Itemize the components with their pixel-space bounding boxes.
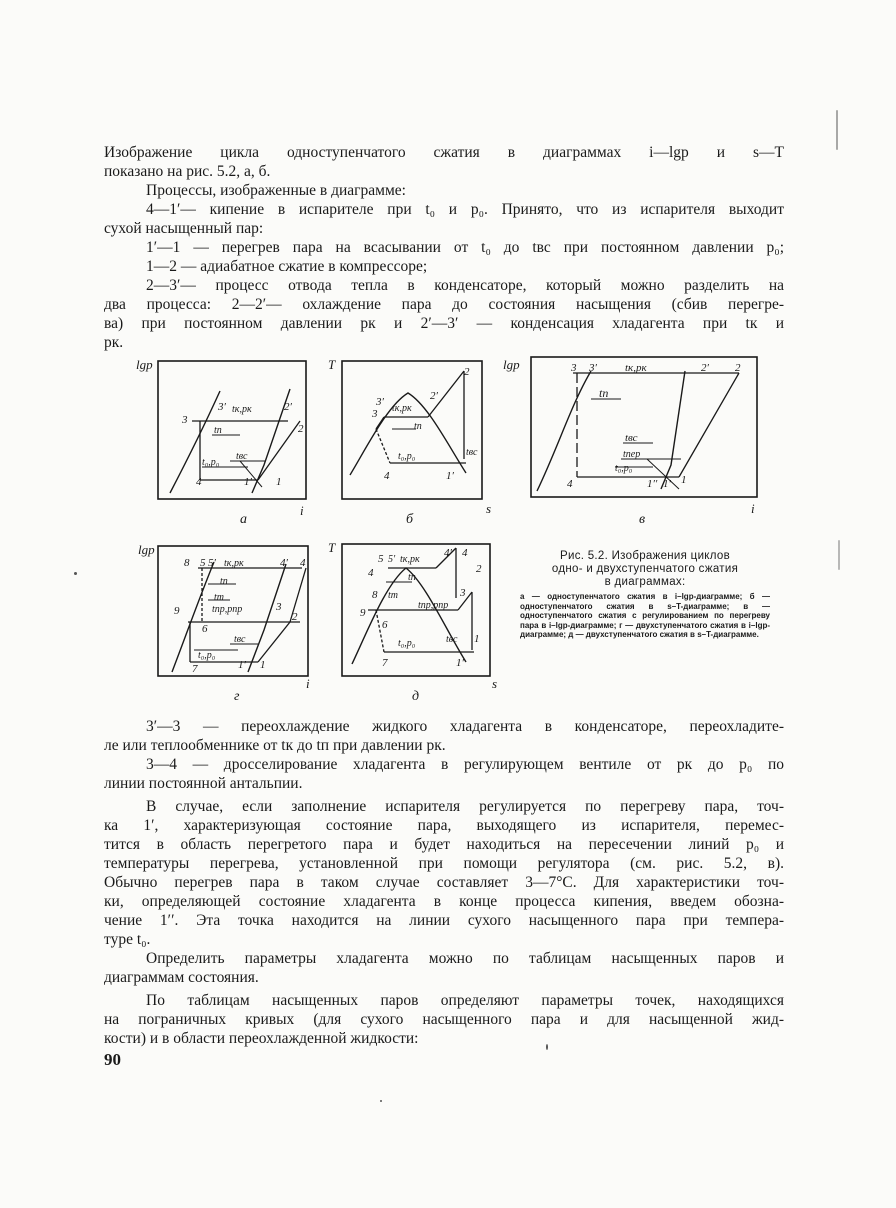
svg-text:2: 2: [292, 611, 298, 623]
paragraph-line: Изображение цикла одноступенчатого сжатия в диаграммах i—lgp и s—T: [104, 144, 784, 161]
axis-label-x: i: [306, 676, 310, 691]
svg-text:tвс: tвс: [234, 634, 246, 645]
svg-text:2: 2: [735, 362, 741, 374]
scan-artifact: [380, 1100, 382, 1102]
svg-text:1′′: 1′′: [647, 478, 658, 490]
panel-label: в: [639, 512, 646, 527]
svg-text:tпер: tпер: [623, 449, 641, 460]
paragraph-line: 1—2 — адиабатное сжатие в компрессоре;: [146, 258, 428, 275]
svg-text:tпр,pпр: tпр,pпр: [212, 604, 243, 615]
paragraph-line: температуры перегрева, установленной при помощи регулятора (см. рис. 5.2, в).: [104, 855, 784, 872]
svg-text:1′: 1′: [456, 657, 464, 669]
svg-text:7: 7: [382, 657, 388, 669]
panel-label: г: [234, 689, 240, 704]
svg-text:4′: 4′: [444, 547, 452, 559]
svg-text:tвс: tвс: [236, 451, 248, 462]
diagram-e: [328, 540, 503, 710]
svg-text:tк,pк: tк,pк: [400, 554, 420, 565]
paragraph-line: ки, определяющей состояние хладагента в конце процесса кипения, введем обозна-: [104, 893, 784, 910]
svg-text:2: 2: [298, 423, 304, 435]
svg-text:tк,pк: tк,pк: [232, 404, 252, 415]
svg-text:2′: 2′: [701, 362, 709, 374]
svg-text:4: 4: [300, 557, 306, 569]
panel-label: а: [240, 512, 247, 527]
svg-text:tк,pк: tк,pк: [392, 403, 412, 414]
paragraph-line: кости) и в области переохлажденной жидкости:: [104, 1030, 419, 1047]
diagram-b: [328, 355, 498, 545]
svg-text:3: 3: [460, 587, 466, 599]
svg-text:1: 1: [681, 474, 687, 486]
svg-text:8: 8: [184, 557, 190, 569]
paragraph-line: Обычно перегрев пара в таком случае составляет 3—7°С. Для характеристики точ-: [104, 874, 784, 891]
paragraph-line: 2—3′— процесс отвода тепла в конденсаторе, который можно разделить на: [146, 277, 784, 294]
svg-text:1: 1: [276, 476, 282, 488]
svg-text:2: 2: [476, 563, 482, 575]
paragraph-line: 3—4 — дросселирование хладагента в регулирующем вентиле от pк до p₀ по: [146, 756, 784, 773]
svg-text:4: 4: [368, 567, 374, 579]
paragraph-line: чение 1′′. Эта точка находится на линии сухого насыщенного пара при темпера-: [104, 912, 784, 929]
panel-label: б: [406, 512, 414, 527]
paragraph-line: 3′—3 — переохлаждение жидкого хладагента в конденсаторе, переохладите-: [146, 718, 784, 735]
axis-label-y: lgp: [138, 542, 155, 557]
svg-text:9: 9: [360, 607, 366, 619]
svg-text:t₀,p₀: t₀,p₀: [398, 638, 416, 649]
svg-text:8: 8: [372, 589, 378, 601]
paragraph-line: сухой насыщенный пар:: [104, 220, 264, 237]
svg-text:1′: 1′: [663, 478, 671, 490]
svg-text:9: 9: [174, 605, 180, 617]
svg-text:2: 2: [464, 366, 470, 378]
svg-text:tвс: tвс: [466, 447, 478, 458]
paragraph-line: ле или теплообменнике от tк до tп при давлении pк.: [104, 737, 446, 754]
svg-text:4: 4: [384, 470, 390, 482]
diagram-c: [503, 355, 773, 545]
paragraph-line: Определить параметры хладагента можно по таблицам насыщенных паров и: [146, 950, 784, 967]
paragraph-line: Процессы, изображенные в диаграмме:: [146, 182, 406, 199]
paragraph-line: туре t₀.: [104, 931, 151, 948]
svg-text:6: 6: [382, 619, 388, 631]
page-number: 90: [104, 1050, 121, 1069]
paragraph-line: 1′—1 — перегрев пара на всасывании от t₀ до tвс при постоянном давлении p₀;: [146, 239, 784, 256]
svg-text:tк,pк: tк,pк: [625, 362, 647, 374]
svg-text:4: 4: [567, 478, 573, 490]
svg-text:1′: 1′: [446, 470, 454, 482]
paragraph-line: на пограничных кривых (для сухого насыщенного пара и для насыщенной жид-: [104, 1011, 784, 1028]
paragraph-line: 4—1′— кипение в испарителе при t₀ и p₀. Принято, что из испарителя выходит: [146, 201, 784, 218]
svg-text:tт: tт: [388, 590, 398, 601]
figure-caption: [520, 550, 770, 640]
paragraph-line: показано на рис. 5.2, а, б.: [104, 163, 271, 180]
svg-text:3′: 3′: [589, 362, 597, 374]
svg-text:5: 5: [200, 557, 206, 569]
scan-artifact: [836, 110, 838, 150]
svg-text:1′: 1′: [238, 659, 246, 671]
svg-text:tп: tп: [599, 386, 609, 400]
svg-text:3: 3: [276, 601, 282, 613]
axis-label-x: s: [486, 501, 492, 516]
axis-label-y: lgp: [503, 357, 520, 372]
scan-artifact: [838, 540, 840, 570]
svg-text:tвс: tвс: [625, 432, 638, 444]
svg-text:tп: tп: [214, 425, 222, 436]
diagram-d: [140, 540, 320, 710]
svg-text:3′: 3′: [218, 401, 226, 413]
scan-artifact: [74, 572, 77, 575]
diagram-a: [136, 355, 320, 545]
svg-text:tп: tп: [414, 421, 422, 432]
svg-text:5′: 5′: [208, 557, 216, 569]
axis-label-x: i: [300, 503, 304, 518]
paragraph-line: линии постоянной антальпии.: [104, 775, 303, 792]
svg-text:2′: 2′: [284, 401, 292, 413]
svg-text:tп: tп: [220, 576, 228, 587]
paragraph-line: По таблицам насыщенных паров определяют параметры точек, находящихся: [146, 992, 784, 1009]
axis-label-y: T: [328, 540, 336, 555]
svg-text:4: 4: [462, 547, 468, 559]
svg-text:5: 5: [378, 553, 384, 565]
svg-text:1: 1: [474, 633, 480, 645]
svg-text:6: 6: [202, 623, 208, 635]
paragraph-line: два процесса: 2—2′— охлаждение пара до состояния насыщения (сбив перегре-: [104, 296, 784, 313]
caption-title-line: одно- и двухступенчатого сжатия: [551, 563, 739, 575]
panel-label: д: [412, 689, 420, 704]
paragraph-line: тится в область перегретого пара и будет находиться на пересечении линий p₀ и: [104, 836, 784, 853]
svg-text:3: 3: [182, 414, 188, 426]
axis-label-x: i: [751, 501, 755, 516]
svg-text:3′: 3′: [376, 396, 384, 408]
paragraph-line: В случае, если заполнение испарителя регулируется по перегреву пара, точ-: [146, 798, 784, 815]
axis-label-x: s: [492, 676, 498, 691]
svg-text:tк,pк: tк,pк: [224, 558, 244, 569]
svg-text:7: 7: [192, 663, 198, 675]
svg-text:2′: 2′: [430, 390, 438, 402]
svg-text:t₀,p₀: t₀,p₀: [198, 650, 216, 661]
caption-title-line: Рис. 5.2. Изображения циклов: [560, 550, 730, 562]
svg-text:t₀,p₀: t₀,p₀: [398, 451, 416, 462]
svg-text:tт: tт: [214, 592, 224, 603]
svg-text:t₀,p₀: t₀,p₀: [202, 457, 220, 468]
scan-artifact: [546, 1044, 548, 1050]
svg-text:4′: 4′: [280, 557, 288, 569]
paragraph-line: ва) при постоянном давлении pк и 2′—3′ — конденсация хладагента при tк и: [104, 315, 784, 332]
paragraph-line: ка 1′, характеризующая состояние пара, выходящего из испарителя, перемес-: [104, 817, 784, 834]
svg-text:tвс: tвс: [446, 634, 458, 645]
svg-text:t₀,p₀: t₀,p₀: [615, 463, 633, 474]
paragraph-line: pк.: [104, 334, 124, 351]
caption-title-line: в диаграммах:: [604, 576, 686, 588]
svg-text:4: 4: [196, 476, 202, 488]
svg-text:1′: 1′: [244, 476, 252, 488]
axis-label-y: lgp: [136, 357, 153, 372]
axis-label-y: T: [328, 357, 336, 372]
svg-text:tпр,pпр: tпр,pпр: [418, 600, 449, 611]
paragraph-line: диаграммам состояния.: [104, 969, 259, 986]
caption-text: а — одноступенчатого сжатия в i–lgp-диаграмме; б — одноступенчатого сжатия в s–T-диаграмме; в — одноступенчатого сжатия с регулированием по перегреву пара в i–lgp-диаграмме; г — двухступенчатого сжатия в i–lgp-диаграмме; д — двухступенчатого сжатия в s–T-диаграмме.: [520, 592, 770, 639]
svg-text:5′: 5′: [388, 554, 396, 565]
svg-text:3: 3: [571, 362, 577, 374]
svg-text:1: 1: [260, 659, 266, 671]
svg-text:tп: tп: [408, 572, 416, 583]
svg-text:3: 3: [372, 408, 378, 420]
